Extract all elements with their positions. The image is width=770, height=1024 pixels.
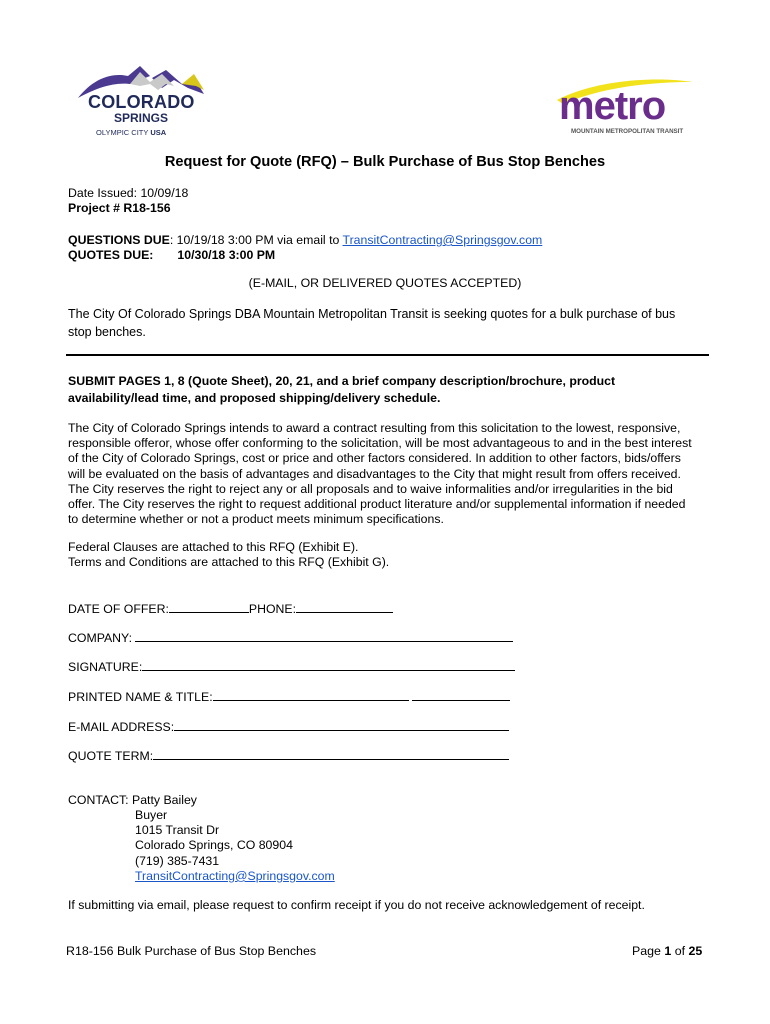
logo-line-colorado: COLORADO xyxy=(88,92,195,112)
email-label: E-MAIL ADDRESS: xyxy=(68,720,175,734)
questions-email-link[interactable]: TransitContracting@Springsgov.com xyxy=(342,233,543,247)
quotes-due xyxy=(68,248,275,262)
intro-line-2: stop benches. xyxy=(68,325,146,339)
contact-name: Patty Bailey xyxy=(132,793,197,807)
date-issued: Date Issued: 10/09/18 xyxy=(68,186,189,200)
award-line: The City reserves the right to reject any or all proposals and to waive informalities and/or irregularities in the bid xyxy=(68,481,673,496)
phone-field[interactable] xyxy=(296,600,393,613)
award-paragraph xyxy=(68,421,716,527)
contact-address-1: 1015 Transit Dr xyxy=(135,823,220,838)
footer-page-number xyxy=(632,944,702,958)
title-field[interactable] xyxy=(412,688,510,701)
page-current: 1 xyxy=(664,944,672,958)
phone-label: PHONE: xyxy=(248,602,297,616)
printed-name-field[interactable] xyxy=(213,688,409,701)
quotes-due-label: QUOTES DUE: xyxy=(68,248,154,262)
logo-tagline-usa: USA xyxy=(150,128,167,137)
section-divider xyxy=(66,354,709,356)
questions-due xyxy=(68,233,542,247)
logo-tagline xyxy=(96,128,166,137)
terms-conditions: Terms and Conditions are attached to this RFQ (Exhibit G). xyxy=(68,555,390,569)
email-field[interactable] xyxy=(174,718,509,731)
logo-tagline-text: OLYMPIC CITY xyxy=(96,128,149,137)
confirm-note: If submitting via email, please request to confirm receipt if you do not receive acknowledgement of receipt. xyxy=(68,898,645,912)
contact-details xyxy=(135,808,335,884)
signature-label: SIGNATURE: xyxy=(68,660,143,674)
award-line: to determine whether or not a product meets minimum specifications. xyxy=(68,512,444,527)
contact-phone: (719) 385-7431 xyxy=(135,853,220,868)
contact-address-2: Colorado Springs, CO 80904 xyxy=(135,838,293,853)
submit-line-1: SUBMIT PAGES 1, 8 (Quote Sheet), 20, 21, and a brief company description/brochure, product xyxy=(68,374,616,388)
quote-term-field[interactable] xyxy=(153,747,509,760)
printed-name-label: PRINTED NAME & TITLE: xyxy=(68,690,213,704)
date-phone-row xyxy=(68,600,393,616)
questions-due-label: QUESTIONS DUE xyxy=(68,233,170,247)
page-of: of xyxy=(671,944,689,958)
award-line: offer. The City reserves the right to request additional product literature and/or supplemental information if needed xyxy=(68,497,686,512)
contact-label xyxy=(68,793,197,807)
date-of-offer-label: DATE OF OFFER: xyxy=(68,602,169,616)
page-title: Request for Quote (RFQ) – Bulk Purchase of Bus Stop Benches xyxy=(164,154,606,170)
intro-line-1: The City Of Colorado Springs DBA Mountain Metropolitan Transit is seeking quotes for a bulk purchase of bus xyxy=(68,307,676,321)
project-number: Project # R18-156 xyxy=(68,201,171,215)
award-line: The City of Colorado Springs intends to award a contract resulting from this solicitation to the lowest, responsive, xyxy=(68,421,681,435)
questions-due-text: : 10/19/18 3:00 PM via email to xyxy=(169,233,343,247)
contact-email-link[interactable]: TransitContracting@Springsgov.com xyxy=(135,868,335,883)
contact-label-text: CONTACT: xyxy=(68,793,129,807)
metro-tagline: MOUNTAIN METROPOLITAN TRANSIT xyxy=(571,128,684,135)
award-line: responsible offeror, whose offer conforming to the solicitation, will be most advantageous to and in the best interest xyxy=(68,436,692,451)
award-line: of the City of Colorado Springs, cost or price and other factors considered. In addition to other factors, bids/offers xyxy=(68,451,681,466)
printed-name-row xyxy=(68,688,510,704)
page-prefix: Page xyxy=(632,944,665,958)
award-line: will be evaluated on the basis of advantages and disadvantages to the City that might result from offers received. xyxy=(68,466,681,481)
date-of-offer-field[interactable] xyxy=(169,600,249,613)
accepted-note: (E-MAIL, OR DELIVERED QUOTES ACCEPTED) xyxy=(248,276,522,290)
submit-line-2: availability/lead time, and proposed shipping/delivery schedule. xyxy=(68,391,441,405)
contact-title: Buyer xyxy=(135,808,168,822)
company-row xyxy=(68,629,513,645)
company-field[interactable] xyxy=(135,629,513,642)
colorado-springs-logo xyxy=(70,62,210,140)
page-total: 25 xyxy=(688,944,703,958)
quotes-due-value: 10/30/18 3:00 PM xyxy=(177,248,276,262)
footer-document-title: R18-156 Bulk Purchase of Bus Stop Benches xyxy=(66,944,317,958)
quote-term-row xyxy=(68,747,509,763)
quote-term-label: QUOTE TERM: xyxy=(68,749,154,763)
metro-logo xyxy=(555,76,695,138)
company-label: COMPANY: xyxy=(68,631,132,645)
federal-clauses: Federal Clauses are attached to this RFQ (Exhibit E). xyxy=(68,540,359,554)
metro-wordmark: metro xyxy=(559,84,666,128)
logo-line-springs: SPRINGS xyxy=(114,111,169,125)
email-row xyxy=(68,718,509,734)
signature-field[interactable] xyxy=(142,658,515,671)
signature-row xyxy=(68,658,515,674)
